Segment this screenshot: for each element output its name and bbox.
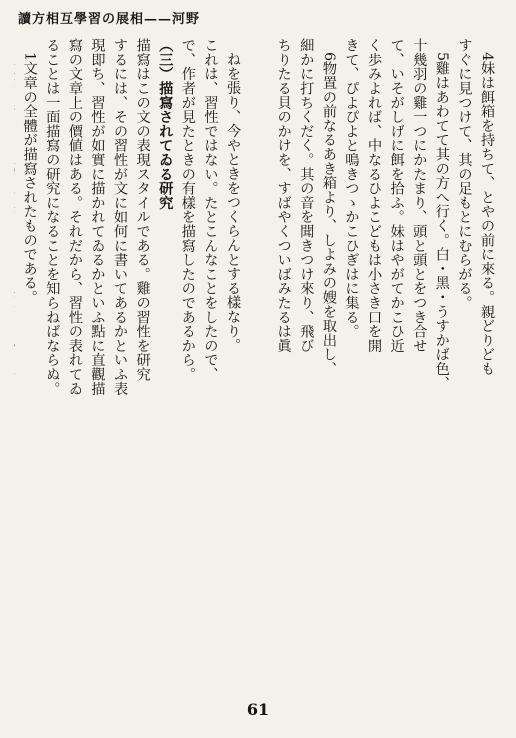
text-line: ちりたる貝のかけを、すばやくついばみたるは眞 [275,38,292,353]
section-heading: （三）描寫されてゐる研究 [157,38,174,210]
text-line: ねを張り、今やときをつくらんとする樣なり。 [225,52,241,353]
left-text-column [14,38,244,686]
text-line: 十幾羽の雞一つにかたまり、頭と頭とをつき合せ [411,38,428,353]
text-line: これは、習性ではない。たとこんなことをしたので、 [202,38,219,382]
text-line: 描寫はこの文の表現スタイルである。雞の習性を研究 [134,38,151,382]
text-line: 5雞はあわてて其の方へ行く。白・黑・うすかば色、 [433,52,450,390]
right-text-column [268,38,498,686]
text-line [268,38,272,686]
text-line: 6物置の前なるあき箱より、しよみの嫂を取出し、 [320,52,337,376]
text-line: すぐに見つけて、其の足もとにむらがる。 [456,38,473,310]
text-line: く歩みよれば、中なるひよこどもは小さき口を開 [366,38,383,353]
text-line: 細かに打ちくだく。其の音を聞きつけ來り、飛び [298,38,315,353]
text-line: 4妹は餌箱を持ちて、とやの前に來る。親どりども [479,52,495,376]
text-line: するには、その習性が文に如何に書いてあるかといふ表 [112,38,129,396]
text-line: で、作者が見たときの有樣を描寫したのであるから。 [179,38,196,382]
text-line: 現即ち、習性が如實に描かれてゐるかといふ點に直觀描 [89,38,106,396]
text-line: ることは一面描寫の研究になることを知らねばならぬ。 [44,38,61,396]
page-number: 61 [246,700,270,719]
text-line: きて、ぴよぴよと鳴きつゝかこひぎはに集る。 [343,38,360,339]
running-title: 讀方相互學習の展相——河野 [18,12,201,27]
text-line: て、いそがしげに餌を拾ふ。妹はやがてかこひ近 [388,38,405,353]
text-line: 1文章の全體が描寫されたものである。 [21,52,38,305]
text-line: 寫の文章上の價値はある。それだから、習性の表れてゐ [66,38,83,396]
text-line [14,38,18,686]
